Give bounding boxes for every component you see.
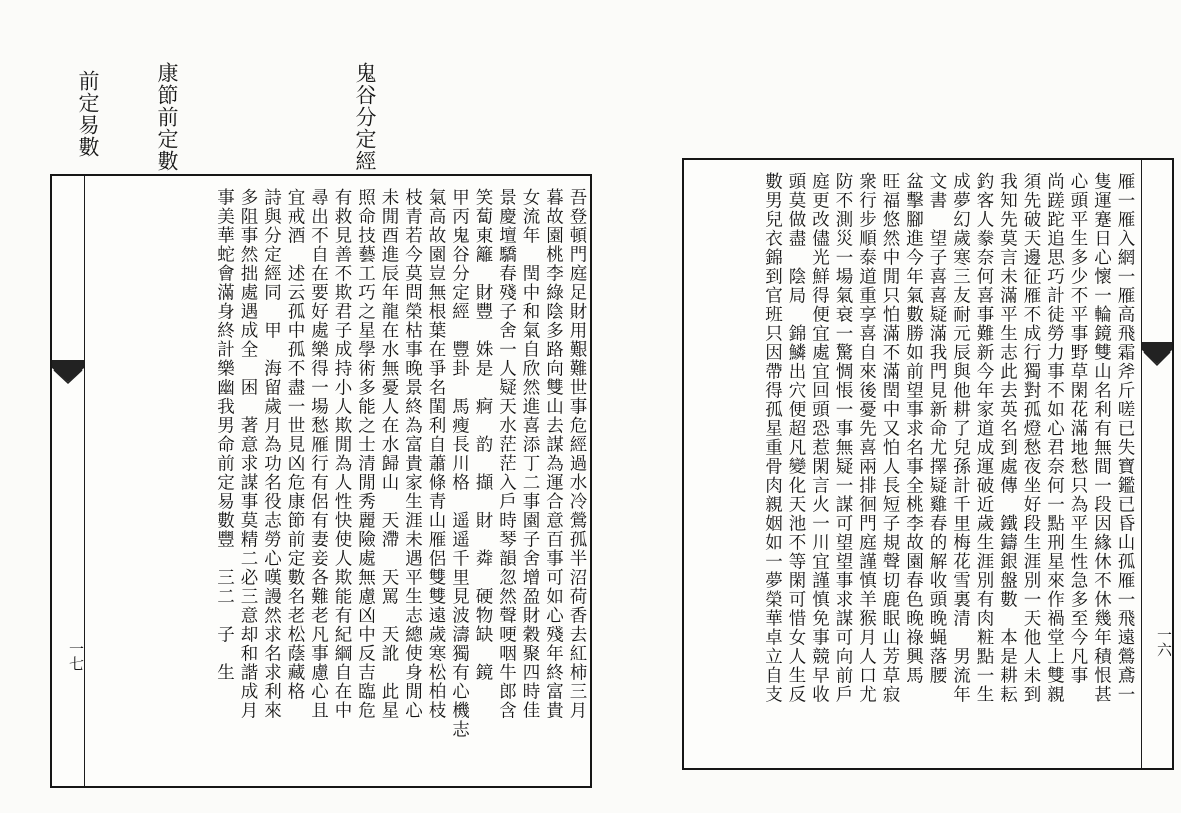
text-column: 庭更改儘光鮮得便宜處宜回頭恐惹閑言火一川宜謹慎免事競早收 bbox=[809, 172, 830, 704]
text-column: 吾登頓門庭足財用艱難世事危經過水冷鶯孤半沼荷香去紅柿三月 bbox=[567, 188, 587, 720]
text-column: 氣高故園豈無根葉在爭名閨利自蕭條青山雁侶雙雙遠歲寒松柏枝 bbox=[426, 188, 446, 720]
text-column: 暮故園桃李綠陰多路向雙山去謀為運合意百事可如心殘年終富貴 bbox=[543, 188, 564, 720]
fish-tail-ornament-icon bbox=[52, 356, 84, 396]
text-column: 尚蹉跎追思巧計徒勞力事不如心君奈何一點刑星來作禍堂上雙親 bbox=[1044, 172, 1065, 704]
text-column: 雁一雁入網一雁高飛霜斧斤嗟已失寶鑑已昏山孤雁一飛遠鶯鳶一 bbox=[1115, 172, 1135, 704]
text-column: 女流年 閏中和氣自欣然進喜添丁二事園子舍增盈財穀聚四時佳 bbox=[520, 188, 540, 720]
text-column: 隻運蹇日心懷一輪鏡雙山名利有無間一段因緣休不休幾年積恨甚 bbox=[1091, 172, 1112, 704]
text-column: 防不測災一場氣衰一驚惆悵一事無疑一謀可望望事求謀可向前戶 bbox=[833, 172, 853, 704]
left-folio-number: 一七 bbox=[67, 641, 85, 671]
text-column: 枝青若今莫問榮枯事晚景終為富貴家生涯未遇平生志總使身閒心 bbox=[402, 188, 423, 720]
text-column: 照命技藝工巧之星學術多能之士清閒秀麗險處無慮凶中反吉臨危 bbox=[355, 188, 376, 720]
text-column: 事美華蛇會滿身終計樂幽我男命前定易數豐 三二 子 生 bbox=[214, 188, 235, 682]
text-column: 甲丙鬼谷分定經 豐卦 馬瘦長川格 遥遥千里見波濤獨有心機志 bbox=[449, 188, 470, 739]
text-column: 宜戒酒 述云孤中孤不盡一世見凶危康節前定數名老松蔭藏格 bbox=[285, 188, 305, 701]
text-column: 旺福悠然中閒只怕滿不滿閏中又怕人長短子規聲切鹿眠山芳草寂 bbox=[880, 172, 900, 704]
book-title-kangjie: 康節前定數 bbox=[155, 62, 179, 172]
text-column: 景慶壇驕春殘子舍一人疑天水茫茫入戶時琴韻忽然聲哽咽牛郎含 bbox=[496, 188, 517, 720]
text-column: 衆行步順泰道重享喜自來後憂先喜兩排徊門庭謹慎羊猴月人口尤 bbox=[856, 172, 877, 704]
right-text-frame bbox=[682, 158, 1174, 770]
right-gutter bbox=[1141, 160, 1172, 768]
text-column: 頭莫做盡 陰局 錦鱗出穴便超凡變化天池不等閑可惜女人生反 bbox=[786, 172, 806, 704]
left-body-text bbox=[90, 188, 588, 774]
text-column: 盆擊腳進今年氣數勝如前望事求名事全桃李故園春色晚祿興馬 bbox=[903, 172, 924, 685]
right-folio-number: 一六 bbox=[1155, 627, 1173, 657]
text-column: 有救見善不欺君子成持小人欺閒為人性快使人欺能有紀綱自在中 bbox=[332, 188, 352, 720]
text-column: 詩與分定經同 甲 海留歲月為功名役志勞心嘆謾然求名求利來 bbox=[261, 188, 282, 720]
text-column: 須先破天邊征雁不成行獨對孤燈愁夜坐好段生涯別一天他人未到 bbox=[1021, 172, 1041, 704]
left-text-frame bbox=[50, 174, 592, 788]
left-gutter bbox=[52, 176, 85, 786]
text-column: 釣客人豢奈何喜事難新今年家道成運破近歲生涯別有肉粧點一生 bbox=[974, 172, 994, 704]
text-column: 成夢幻歲寒三友耐元辰與他耕了兒孫計千里梅花雪裏清 男流年 bbox=[950, 172, 971, 704]
text-column: 笑蔔東籬 財豐 姝是 痾 䪨 擷 財 粦 硬物缺 鏡 bbox=[473, 188, 493, 682]
text-column: 文書 望子喜喜疑滿我門見新命尤擇疑雞春的解收頭晚蝇落腰 bbox=[927, 172, 947, 685]
text-column: 我知先莫言未滿平生志此去英名到處傳 鐵鑄銀盤數 本是耕耘 bbox=[997, 172, 1018, 704]
right-page bbox=[600, 0, 1181, 813]
book-title-qianding: 前定易數 bbox=[76, 70, 100, 158]
text-column: 多阻事然拙處遇成全 困 著意求謀事莫精二必三意却和諧成月 bbox=[238, 188, 258, 720]
text-column: 心頭平生多少不平事野草閑花滿地愁只為平生性急多至今凡事 bbox=[1068, 172, 1088, 685]
fish-tail-ornament-icon bbox=[1142, 338, 1172, 378]
right-body-text bbox=[690, 172, 1136, 758]
text-column: 未閒酉進辰年龍在水無憂人在水歸山 天滯 天罵 天訛 此星 bbox=[379, 188, 399, 720]
text-column: 尋出不自在要好處樂得一場愁雁行有侶有妻妾各難老凡事慮心且 bbox=[308, 188, 329, 720]
text-column: 數男兒衣錦到官班只因帶得孤星重骨肉親姻如一夢榮華卓立自支 bbox=[762, 172, 783, 704]
book-title-guiguzi: 鬼谷分定經 bbox=[353, 62, 377, 172]
